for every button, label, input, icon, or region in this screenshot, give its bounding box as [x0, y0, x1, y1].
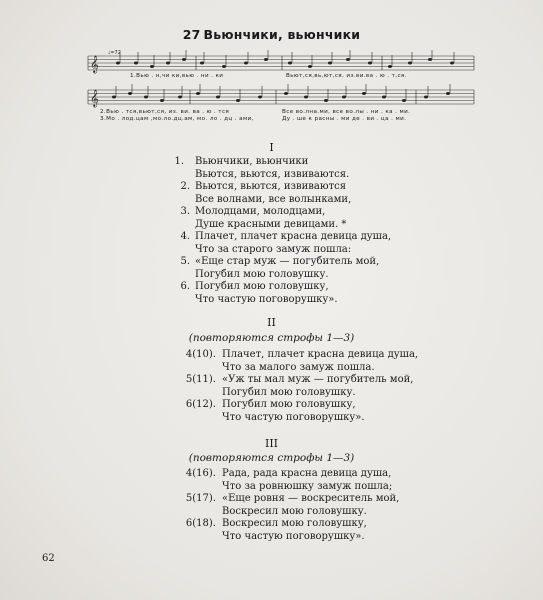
stanza-line: Все волнами, все волынками,	[195, 193, 352, 205]
part-2-repeat-note: (повторяются строфы 1—3)	[188, 332, 355, 344]
stanza-number: 6(12).	[185, 399, 216, 410]
stanza-line: Воскресил мою головушку.	[222, 505, 367, 517]
song-title-text: Вьюнчики, вьюнчики	[203, 27, 361, 42]
stanza-number: 6.	[180, 281, 190, 292]
song-number: 27	[182, 27, 201, 42]
stems-line-2	[116, 84, 450, 104]
part-3-repeat-note: (повторяются строфы 1—3)	[188, 452, 355, 464]
part-3-heading: III	[264, 437, 279, 450]
lyrics-line-2b: 3.Мо . лод.цам ,мо.ло.дц.ам, мо. ло . дц . ами,	[100, 116, 254, 122]
stanza-line: Погубил мою головушку.	[195, 268, 329, 280]
music-score	[86, 46, 478, 118]
stanza-line: «Еще ровня — воскреситель мой,	[222, 493, 400, 504]
stanza-line: Душе красными девицами. *	[195, 218, 347, 230]
stanza-line: Вьюнчики, вьюнчики	[195, 156, 309, 167]
stanza-number: 3.	[180, 206, 190, 217]
stanza-number: 4.	[180, 231, 190, 242]
part-2-heading: II	[267, 316, 276, 329]
stanza-number: 4(10).	[185, 349, 216, 360]
stanza-line: Что частую поговорушку».	[222, 530, 365, 542]
stanza-line: Рада, рада красна девица душа,	[222, 468, 392, 479]
part-1-heading: I	[269, 141, 274, 154]
stanza-line: Молодцами, молодцами,	[195, 206, 326, 217]
stanza-line: Что за старого замуж пошла:	[195, 243, 352, 255]
stanza-line: Что за малого замуж пошла.	[222, 361, 375, 373]
tempo-mark: ♩=72	[108, 50, 121, 56]
lyrics-line-2d: Ду . ше к расны . ми де . ви . ца . ми.	[282, 116, 407, 122]
stanza-line: Погубил мою головушку.	[222, 386, 356, 398]
stanza-line: Вьются, вьются, извиваются.	[195, 168, 350, 180]
lyrics-line-1b: Вьют,ся,вь,ют,ся, из.ви.ва . ю . т,ся.	[286, 73, 407, 79]
lyrics-line-2c: Все во.лна.ми, все во.лы . ни . ка . ми.	[282, 109, 411, 115]
stanza-line: Погубил мою головушку,	[222, 399, 356, 410]
stanza-number: 6(18).	[185, 518, 216, 529]
page-number: 62	[42, 553, 55, 564]
stanza-number: 1.	[174, 156, 184, 167]
stanza-number: 2.	[180, 181, 190, 192]
stanza-line: Плачет, плачет красна девица душа,	[195, 231, 392, 242]
stanza-line: Погубил мою головушку,	[195, 281, 329, 292]
treble-clef-icon: 𝄞	[90, 89, 99, 107]
treble-clef-icon: 𝄞	[90, 55, 99, 73]
song-title	[0, 27, 543, 42]
stanza-line: Плачет, плачет красна девица душа,	[222, 349, 419, 360]
stanza-number: 5.	[180, 256, 190, 267]
lyrics-line-2a: 2.Вью . тся,вьют,ся, из. ви. ва . ю . тся	[100, 109, 230, 115]
stanza-line: «Еще стар муж — погубитель мой,	[195, 256, 380, 267]
stanza-number: 4(16).	[185, 468, 216, 479]
stanza-line: Что за ровнюшку замуж пошла;	[222, 480, 393, 492]
stanza-line: Что частую поговорушку».	[195, 293, 338, 305]
stems-line-1	[120, 50, 454, 70]
stanza-line: Вьются, вьются, извиваются	[195, 181, 347, 192]
stanza-line: «Уж ты мал муж — погубитель мой,	[222, 374, 414, 385]
stanza-number: 5(11).	[185, 374, 216, 385]
staff-1	[88, 56, 474, 70]
stanza-number: 5(17).	[185, 493, 216, 504]
stanza-line: Воскресил мою головушку,	[222, 518, 367, 529]
stanza-line: Что частую поговорушку».	[222, 411, 365, 423]
lyrics-line-1a: 1.Вью . н,чи ки,вью . ни . ки	[130, 73, 224, 79]
